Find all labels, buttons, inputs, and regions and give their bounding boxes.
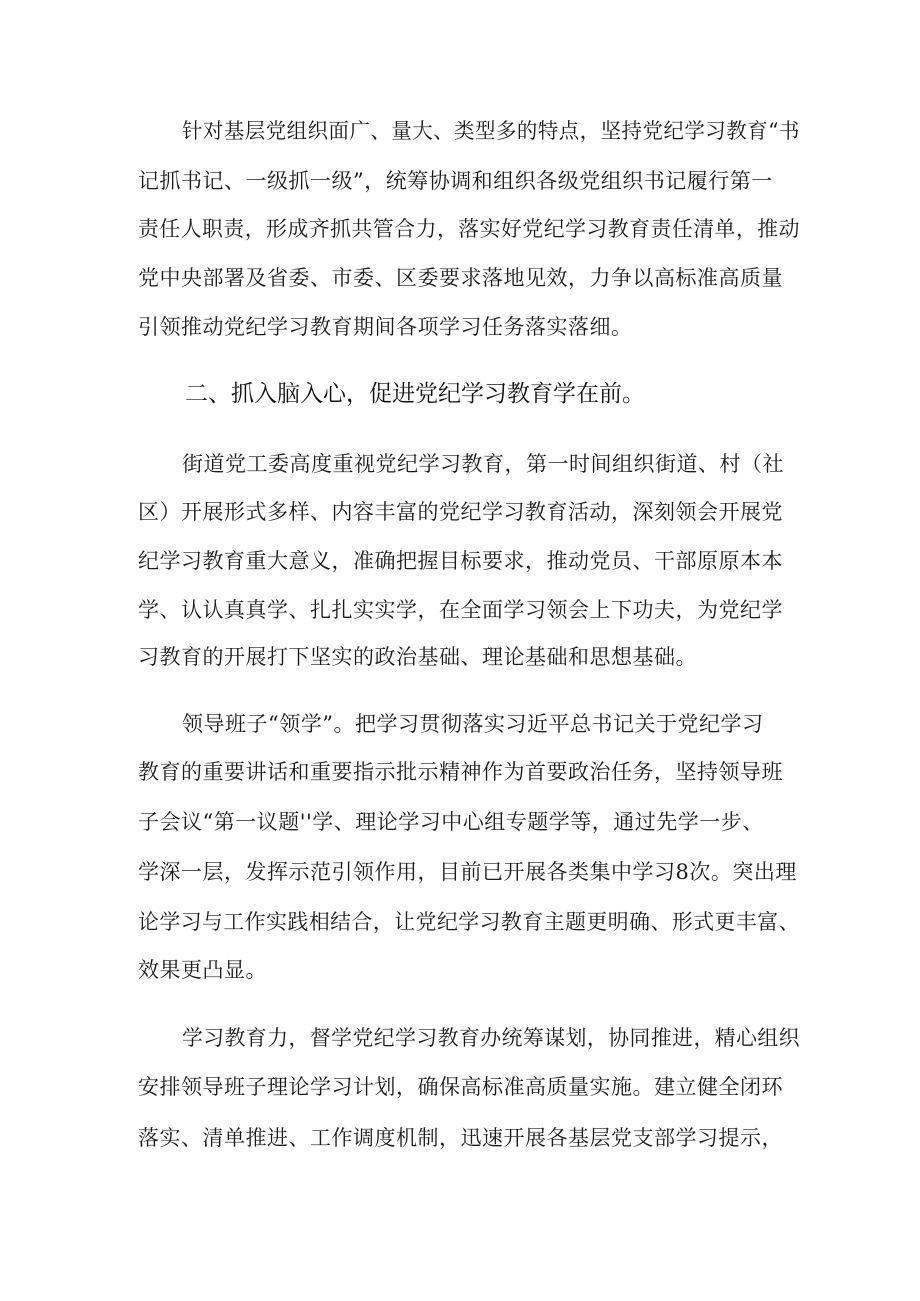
line-text: 习教育的开展打下坚实的政治基础、理论基础和思想基础。 (138, 645, 697, 669)
line-text: 学、认认真真学、扎扎实实学，在全面学习领会上下功夫，为党纪学 (138, 598, 783, 622)
line-text: 落实、清单推进、工作调度机制，迅速开展各基层党支部学习提示， (138, 1126, 783, 1150)
line-text: 引领推动党纪学习教育期间各项学习任务落实落细。 (138, 315, 633, 339)
section-heading: 二、抓入脑入心，促进党纪学习教育学在前。 (185, 381, 645, 407)
line-text: 领导班子“领学”。把学习贯彻落实习近平总书记关于党纪学习 (182, 712, 764, 736)
line-text: 街道党工委高度重视党纪学习教育，第一时间组织街道、村（社 (182, 452, 784, 476)
line-text: 纪学习教育重大意义，准确把握目标要求，推动党员、干部原原本本 (138, 549, 783, 573)
line-text: 责任人职责，形成齐抓共管合力，落实好党纪学习教育责任清单，推动 (138, 217, 800, 241)
line-text: 教育的重要讲话和重要指示批示精神作为首要政治任务，坚持领导班 (138, 760, 783, 784)
line-text: 论学习与工作实践相结合，让党纪学习教育主题更明确、形式更丰富、 (138, 910, 800, 934)
line-text: 针对基层党组织面广、量大、类型多的特点，坚持党纪学习教育“书 (182, 119, 800, 143)
line-text: 效果更凸显。 (138, 958, 267, 982)
line-text: 记抓书记、一级抓一级”，统筹协调和组织各级党组织书记履行第一 (138, 169, 773, 193)
line-text: 区）开展形式多样、内容丰富的党纪学习教育活动，深刻领会开展党 (138, 500, 783, 524)
line-text: 安排领导班子理论学习计划，确保高标准高质量实施。建立健全闭环 (138, 1075, 783, 1099)
line-text: 党中央部署及省委、市委、区委要求落地见效，力争以高标准高质量 (138, 266, 783, 290)
line-text: 学习教育力，督学党纪学习教育办统筹谋划，协同推进，精心组织 (182, 1026, 801, 1050)
line-text: 子会议“第一议题''学、理论学习中心组专题学等，通过先学一步、 (138, 810, 764, 834)
line-text: 学深一层，发挥示范引领作用，目前已开展各类集中学习8次。突出理 (138, 860, 797, 884)
